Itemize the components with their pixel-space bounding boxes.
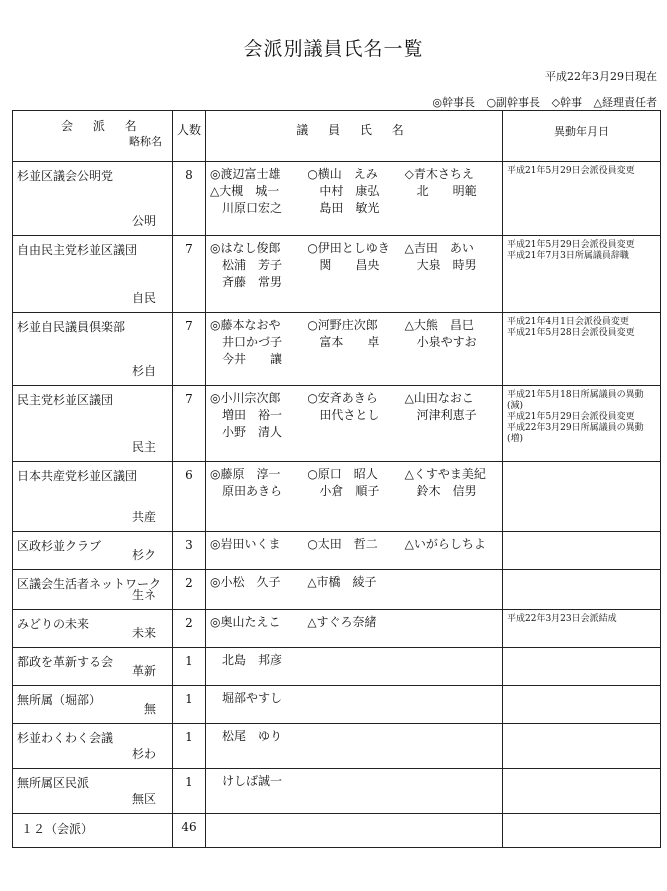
- group-name: 民主党杉並区議団: [17, 393, 114, 407]
- changes-cell: [503, 724, 661, 769]
- member-name: 原田あきら: [210, 484, 283, 498]
- changes-cell: [503, 386, 661, 462]
- member-name: 松浦 芳子: [210, 258, 283, 272]
- member-name: ◎小松 久子: [210, 575, 281, 589]
- changes-cell: [503, 686, 661, 724]
- member-count: 7: [173, 236, 206, 313]
- member-name: 川原口宏之: [210, 201, 283, 215]
- group-abbr: 公明: [131, 214, 156, 228]
- document-title: 会派別議員氏名一覧: [243, 38, 424, 60]
- group-row: [13, 610, 661, 648]
- change-entry: 平成22年3月29日所属議員の異動: [507, 423, 644, 433]
- header-count: 人数: [173, 111, 206, 162]
- group-abbr: 革新: [131, 664, 156, 678]
- member-name: 松尾 ゆり: [210, 729, 283, 743]
- members-cell: [206, 386, 503, 462]
- members-cell: [206, 769, 503, 814]
- member-count: 1: [173, 724, 206, 769]
- member-line: [210, 536, 502, 553]
- group-row: [13, 724, 661, 769]
- roster-body: [13, 162, 661, 848]
- member-line: [210, 183, 502, 200]
- member-line: [210, 274, 502, 291]
- group-row: [13, 462, 661, 532]
- group-row: [13, 532, 661, 570]
- member-name: [405, 652, 502, 669]
- changes-cell: [503, 769, 661, 814]
- group-cell: [13, 162, 173, 236]
- member-line: [210, 652, 502, 669]
- group-name: みどりの未来: [17, 617, 90, 631]
- member-name: ○河野庄次郎: [307, 318, 378, 332]
- member-name: ○横山 えみ: [307, 167, 378, 181]
- member-name: 小泉やすお: [404, 335, 477, 349]
- member-name: 鈴木 信男: [404, 484, 477, 498]
- change-entry: 平成21年5月29日会派役員変更: [507, 412, 635, 422]
- member-name: 堀部やすし: [210, 691, 283, 705]
- group-row: [13, 648, 661, 686]
- header-changes: 異動年月日: [503, 111, 661, 162]
- change-entry: 平成21年5月18日所属議員の異動: [507, 390, 644, 400]
- total-changes-cell: [503, 814, 661, 848]
- group-cell: [13, 724, 173, 769]
- header-row: [13, 111, 661, 162]
- legend-item: ◇幹事: [551, 96, 583, 109]
- group-cell: [13, 686, 173, 724]
- changes-cell: [503, 648, 661, 686]
- member-name: [405, 728, 502, 745]
- changes-cell: [503, 462, 661, 532]
- group-cell: [13, 610, 173, 648]
- group-abbr: 無: [143, 702, 156, 716]
- member-name: ◎藤本なおや: [210, 318, 281, 332]
- member-name: [405, 614, 502, 631]
- member-line: [210, 257, 502, 274]
- group-row: [13, 769, 661, 814]
- member-name: ○伊田としゆき: [307, 241, 390, 255]
- group-cell: [13, 769, 173, 814]
- change-entry: 平成21年7月3日所属議員辞職: [507, 251, 629, 261]
- legend-item: △経理責任者: [593, 96, 657, 109]
- member-name: ◎小川宗次郎: [210, 391, 281, 405]
- total-row: [13, 814, 661, 848]
- member-name: ◎奥山たえこ: [210, 615, 281, 629]
- member-count: 3: [173, 532, 206, 570]
- group-abbr: 共産: [131, 510, 156, 524]
- member-line: [210, 390, 502, 407]
- member-name: [405, 200, 502, 217]
- member-name: 小野 清人: [210, 425, 283, 439]
- members-cell: [206, 162, 503, 236]
- group-cell: [13, 648, 173, 686]
- member-name: ◎岩田いくま: [210, 537, 281, 551]
- group-abbr: 民主: [131, 440, 156, 454]
- member-name: 井口かづ子: [210, 335, 283, 349]
- roster-table: [12, 110, 661, 848]
- member-count: 1: [173, 686, 206, 724]
- members-cell: [206, 648, 503, 686]
- member-count: 7: [173, 313, 206, 386]
- group-abbr: 杉自: [131, 364, 156, 378]
- group-cell: [13, 532, 173, 570]
- changes-cell: [503, 610, 661, 648]
- member-name: △くすやま美紀: [404, 467, 486, 481]
- changes-cell: [503, 570, 661, 610]
- member-name: ○安斉あきら: [307, 391, 378, 405]
- group-row: [13, 162, 661, 236]
- group-cell: [13, 236, 173, 313]
- group-name: 日本共産党杉並区議団: [17, 469, 138, 483]
- as-of-date: 平成22年3月29日現在: [545, 70, 657, 83]
- members-cell: [206, 570, 503, 610]
- group-name: 杉並自民議員倶楽部: [17, 320, 126, 334]
- member-name: ◇青木さちえ: [404, 167, 474, 181]
- member-name: △山田なおこ: [404, 391, 474, 405]
- member-line: [210, 574, 502, 591]
- member-name: ◎渡辺富士雄: [210, 167, 281, 181]
- member-name: △吉田 あい: [404, 241, 474, 255]
- member-count: 1: [173, 648, 206, 686]
- member-line: [210, 614, 502, 631]
- group-abbr: 未来: [131, 626, 156, 640]
- group-name: 無所属区民派: [17, 776, 90, 790]
- member-name: △すぐろ奈緒: [307, 615, 377, 629]
- member-name: △大槻 城一: [210, 184, 280, 198]
- group-cell: [13, 313, 173, 386]
- member-name: △大熊 昌巳: [404, 318, 474, 332]
- member-name: ○太田 哲二: [307, 537, 378, 551]
- member-line: [210, 351, 502, 368]
- member-name: 田代さとし: [307, 408, 380, 422]
- member-line: [210, 407, 502, 424]
- total-count: 46: [173, 814, 206, 848]
- member-name: ◎藤原 淳一: [210, 467, 281, 481]
- group-name: 杉並わくわく会議: [17, 731, 114, 745]
- member-line: [210, 166, 502, 183]
- member-name: 富本 卓: [307, 335, 380, 349]
- members-cell: [206, 313, 503, 386]
- member-name: [307, 728, 404, 745]
- member-name: 大泉 時男: [404, 258, 477, 272]
- member-line: [210, 483, 502, 500]
- group-cell: [13, 386, 173, 462]
- group-name: 都政を革新する会: [17, 655, 114, 669]
- group-name: 自由民主党杉並区議団: [17, 243, 138, 257]
- total-members-cell: [206, 814, 503, 848]
- members-cell: [206, 610, 503, 648]
- members-cell: [206, 462, 503, 532]
- changes-cell: [503, 236, 661, 313]
- member-name: [307, 652, 404, 669]
- header-group: [13, 111, 173, 162]
- member-name: [307, 690, 404, 707]
- member-name: ○原口 昭人: [307, 467, 378, 481]
- member-line: [210, 690, 502, 707]
- group-cell: [13, 570, 173, 610]
- group-row: [13, 686, 661, 724]
- member-count: 2: [173, 610, 206, 648]
- member-name: [307, 274, 404, 291]
- member-name: ◎はなし俊郎: [210, 241, 281, 255]
- group-row: [13, 386, 661, 462]
- member-name: △いがらしちよ: [404, 537, 486, 551]
- member-name: 中村 康弘: [307, 184, 380, 198]
- member-name: [307, 773, 404, 790]
- header-members: 議 員 氏 名: [206, 111, 503, 162]
- members-cell: [206, 236, 503, 313]
- changes-cell: [503, 532, 661, 570]
- member-name: 今井 讓: [210, 352, 283, 366]
- legend-item: ◎幹事長: [432, 96, 475, 109]
- member-line: [210, 466, 502, 483]
- member-line: [210, 200, 502, 217]
- member-name: 北島 邦彦: [210, 653, 283, 667]
- total-label: １２（会派）: [13, 814, 173, 848]
- members-cell: [206, 532, 503, 570]
- header-abbr-label: 略称名: [129, 135, 162, 148]
- member-name: △市橋 綾子: [307, 575, 377, 589]
- member-name: 北 明範: [404, 184, 477, 198]
- changes-cell: [503, 313, 661, 386]
- change-entry: 平成21年5月29日会派役員変更: [507, 166, 635, 176]
- member-line: [210, 773, 502, 790]
- change-entry: 平成21年4月1日会派役員変更: [507, 317, 629, 327]
- member-name: [405, 351, 502, 368]
- member-line: [210, 240, 502, 257]
- member-count: 2: [173, 570, 206, 610]
- member-line: [210, 424, 502, 441]
- header-group-label: 会 派 名: [61, 119, 145, 133]
- change-entry: 平成22年3月23日会派結成: [507, 614, 617, 624]
- member-name: [405, 773, 502, 790]
- group-row: [13, 570, 661, 610]
- group-cell: [13, 462, 173, 532]
- members-cell: [206, 686, 503, 724]
- member-name: 河津利恵子: [404, 408, 477, 422]
- group-abbr: 杉ク: [131, 548, 156, 562]
- member-name: [405, 274, 502, 291]
- members-cell: [206, 724, 503, 769]
- member-count: 8: [173, 162, 206, 236]
- member-count: 1: [173, 769, 206, 814]
- member-name: [405, 424, 502, 441]
- group-name: 区政杉並クラブ: [17, 539, 102, 553]
- role-legend: [424, 94, 657, 110]
- member-count: 7: [173, 386, 206, 462]
- change-entry: (増): [507, 434, 524, 444]
- group-abbr: 自民: [131, 291, 156, 305]
- group-abbr: 生ネ: [131, 588, 156, 602]
- group-row: [13, 236, 661, 313]
- member-name: [307, 351, 404, 368]
- group-abbr: 杉わ: [131, 747, 156, 761]
- member-count: 6: [173, 462, 206, 532]
- change-entry: 平成21年5月29日会派役員変更: [507, 240, 635, 250]
- member-name: [307, 424, 404, 441]
- legend-item: ○副幹事長: [486, 96, 541, 109]
- member-name: けしば誠一: [210, 774, 283, 788]
- member-line: [210, 728, 502, 745]
- member-name: [405, 690, 502, 707]
- changes-cell: [503, 162, 661, 236]
- member-line: [210, 317, 502, 334]
- member-name: 関 昌央: [307, 258, 380, 272]
- member-name: 斉藤 常男: [210, 275, 283, 289]
- change-entry: (減): [507, 401, 524, 411]
- member-line: [210, 334, 502, 351]
- group-row: [13, 313, 661, 386]
- change-entry: 平成21年5月28日会派役員変更: [507, 328, 635, 338]
- member-name: 増田 裕一: [210, 408, 283, 422]
- member-name: 小倉 順子: [307, 484, 380, 498]
- group-name: 無所属（堀部）: [17, 693, 102, 707]
- group-abbr: 無区: [131, 792, 156, 806]
- group-name: 杉並区議会公明党: [17, 169, 114, 183]
- group-name: 区議会生活者ネットワーク: [17, 577, 162, 591]
- member-name: 島田 敏光: [307, 201, 380, 215]
- member-name: [405, 574, 502, 591]
